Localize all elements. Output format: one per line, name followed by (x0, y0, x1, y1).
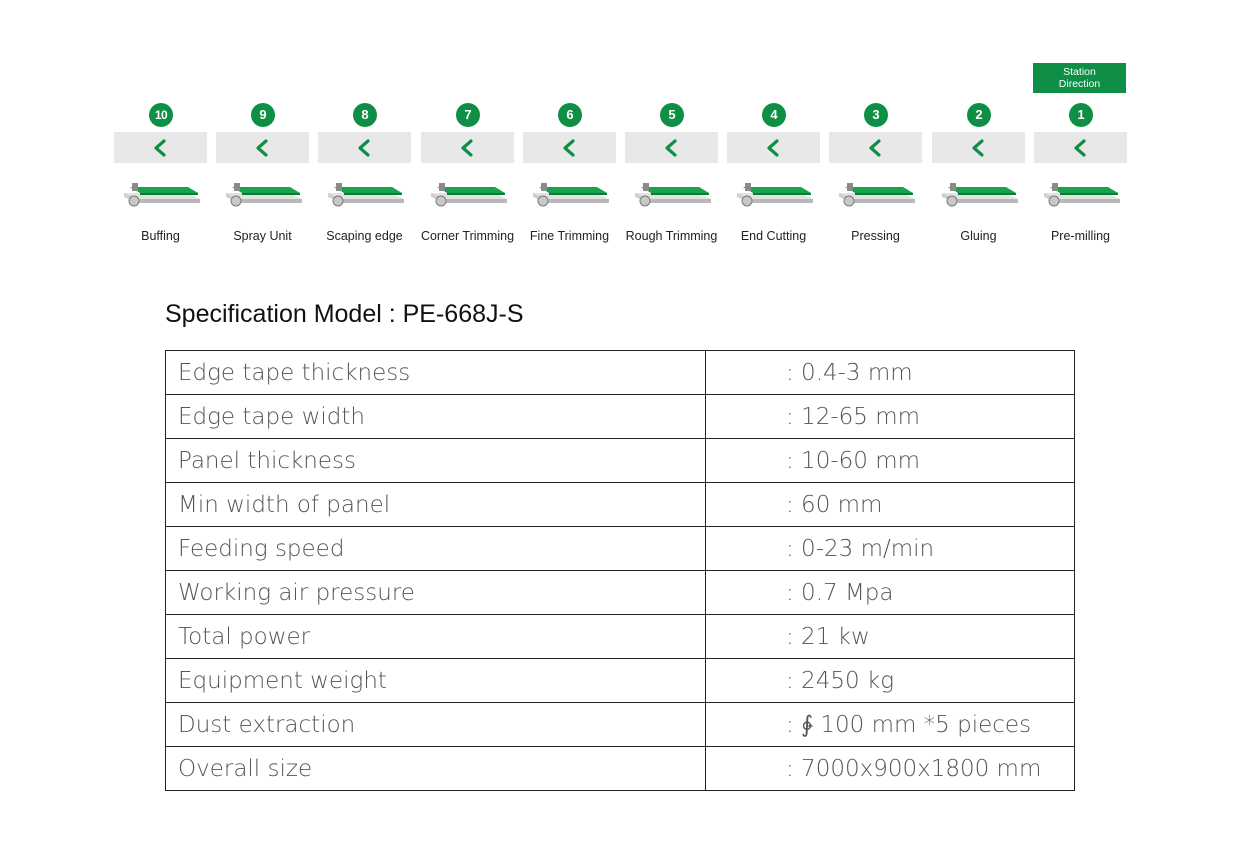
station-number-badge: 1 (1069, 103, 1093, 127)
spec-name-cell: Edge tape width (166, 395, 706, 439)
spec-name-cell: Overall size (166, 747, 706, 791)
chevron-left-icon (1072, 139, 1088, 157)
spec-value-cell: : ∳ 100 mm *5 pieces (706, 703, 1075, 747)
spec-row (166, 747, 1075, 791)
station-5 (625, 103, 718, 253)
gluing-machine-icon (938, 175, 1020, 220)
station-3 (829, 103, 922, 253)
chevron-left-icon (356, 139, 372, 157)
direction-arrow-box (114, 132, 207, 163)
spec-name-cell: Feeding speed (166, 527, 706, 571)
station-number-badge: 9 (251, 103, 275, 127)
station-6 (523, 103, 616, 253)
spec-value-cell: : 60 mm (706, 483, 1075, 527)
spray-unit-machine-icon (222, 175, 304, 220)
station-8 (318, 103, 411, 253)
station-number-badge: 2 (967, 103, 991, 127)
direction-arrow-box (523, 132, 616, 163)
rough-trimming-machine-icon (631, 175, 713, 220)
chevron-left-icon (459, 139, 475, 157)
direction-arrow-box (727, 132, 820, 163)
station-number-badge: 6 (558, 103, 582, 127)
spec-table (165, 350, 1075, 791)
spec-row (166, 483, 1075, 527)
chevron-left-icon (561, 139, 577, 157)
station-direction-badge (1033, 63, 1126, 93)
station-number-badge: 4 (762, 103, 786, 127)
station-number-badge: 5 (660, 103, 684, 127)
spec-name-cell: Dust extraction (166, 703, 706, 747)
station-number-badge: 3 (864, 103, 888, 127)
spec-row (166, 571, 1075, 615)
station-label: Rough Trimming (625, 229, 718, 243)
spec-value-cell: : 0-23 m/min (706, 527, 1075, 571)
station-7 (421, 103, 514, 253)
direction-arrow-box (932, 132, 1025, 163)
station-10 (114, 103, 207, 253)
spec-value-cell: : 10-60 mm (706, 439, 1075, 483)
direction-arrow-box (318, 132, 411, 163)
spec-title: Specification Model : PE-668J-S (165, 300, 524, 328)
station-label: Buffing (141, 229, 180, 243)
spec-name-cell: Total power (166, 615, 706, 659)
station-1 (1034, 103, 1127, 253)
station-number-badge: 8 (353, 103, 377, 127)
spec-row (166, 615, 1075, 659)
direction-arrow-box (216, 132, 309, 163)
station-label: End Cutting (740, 229, 807, 243)
fine-trimming-machine-icon (529, 175, 611, 220)
scraping-edge-machine-icon (324, 175, 406, 220)
chevron-left-icon (152, 139, 168, 157)
station-direction-line1: Station (1063, 66, 1096, 78)
station-label: Gluing (960, 229, 997, 243)
spec-row (166, 659, 1075, 703)
buffing-machine-icon (120, 175, 202, 220)
station-label: Spray Unit (233, 229, 292, 243)
station-2 (932, 103, 1025, 253)
chevron-left-icon (765, 139, 781, 157)
direction-arrow-box (1034, 132, 1127, 163)
pre-milling-machine-icon (1040, 175, 1122, 220)
spec-row (166, 351, 1075, 395)
station-direction-line2: Direction (1058, 78, 1101, 90)
station-number-badge: 10 (149, 103, 173, 127)
spec-value-cell: : 0.4-3 mm (706, 351, 1075, 395)
spec-name-cell: Edge tape thickness (166, 351, 706, 395)
station-9 (216, 103, 309, 253)
direction-arrow-box (829, 132, 922, 163)
chevron-left-icon (254, 139, 270, 157)
station-label: Scaping edge (326, 229, 403, 243)
station-number-badge: 7 (456, 103, 480, 127)
station-label: Corner Trimming (420, 229, 515, 243)
chevron-left-icon (970, 139, 986, 157)
station-label: Pre-milling (1050, 229, 1111, 243)
spec-name-cell: Equipment weight (166, 659, 706, 703)
direction-arrow-box (625, 132, 718, 163)
pressing-machine-icon (835, 175, 917, 220)
spec-value-cell: : 12-65 mm (706, 395, 1075, 439)
spec-row (166, 527, 1075, 571)
chevron-left-icon (663, 139, 679, 157)
spec-row (166, 395, 1075, 439)
end-cutting-machine-icon (733, 175, 815, 220)
station-4 (727, 103, 820, 253)
spec-value-cell: : 2450 kg (706, 659, 1075, 703)
spec-name-cell: Panel thickness (166, 439, 706, 483)
spec-row (166, 439, 1075, 483)
chevron-left-icon (867, 139, 883, 157)
station-label: Fine Trimming (529, 229, 610, 243)
corner-trimming-machine-icon (427, 175, 509, 220)
spec-value-cell: : 0.7 Mpa (706, 571, 1075, 615)
spec-value-cell: : 7000x900x1800 mm (706, 747, 1075, 791)
spec-row (166, 703, 1075, 747)
spec-name-cell: Working air pressure (166, 571, 706, 615)
spec-name-cell: Min width of panel (166, 483, 706, 527)
spec-value-cell: : 21 kw (706, 615, 1075, 659)
station-label: Pressing (851, 229, 900, 243)
direction-arrow-box (421, 132, 514, 163)
